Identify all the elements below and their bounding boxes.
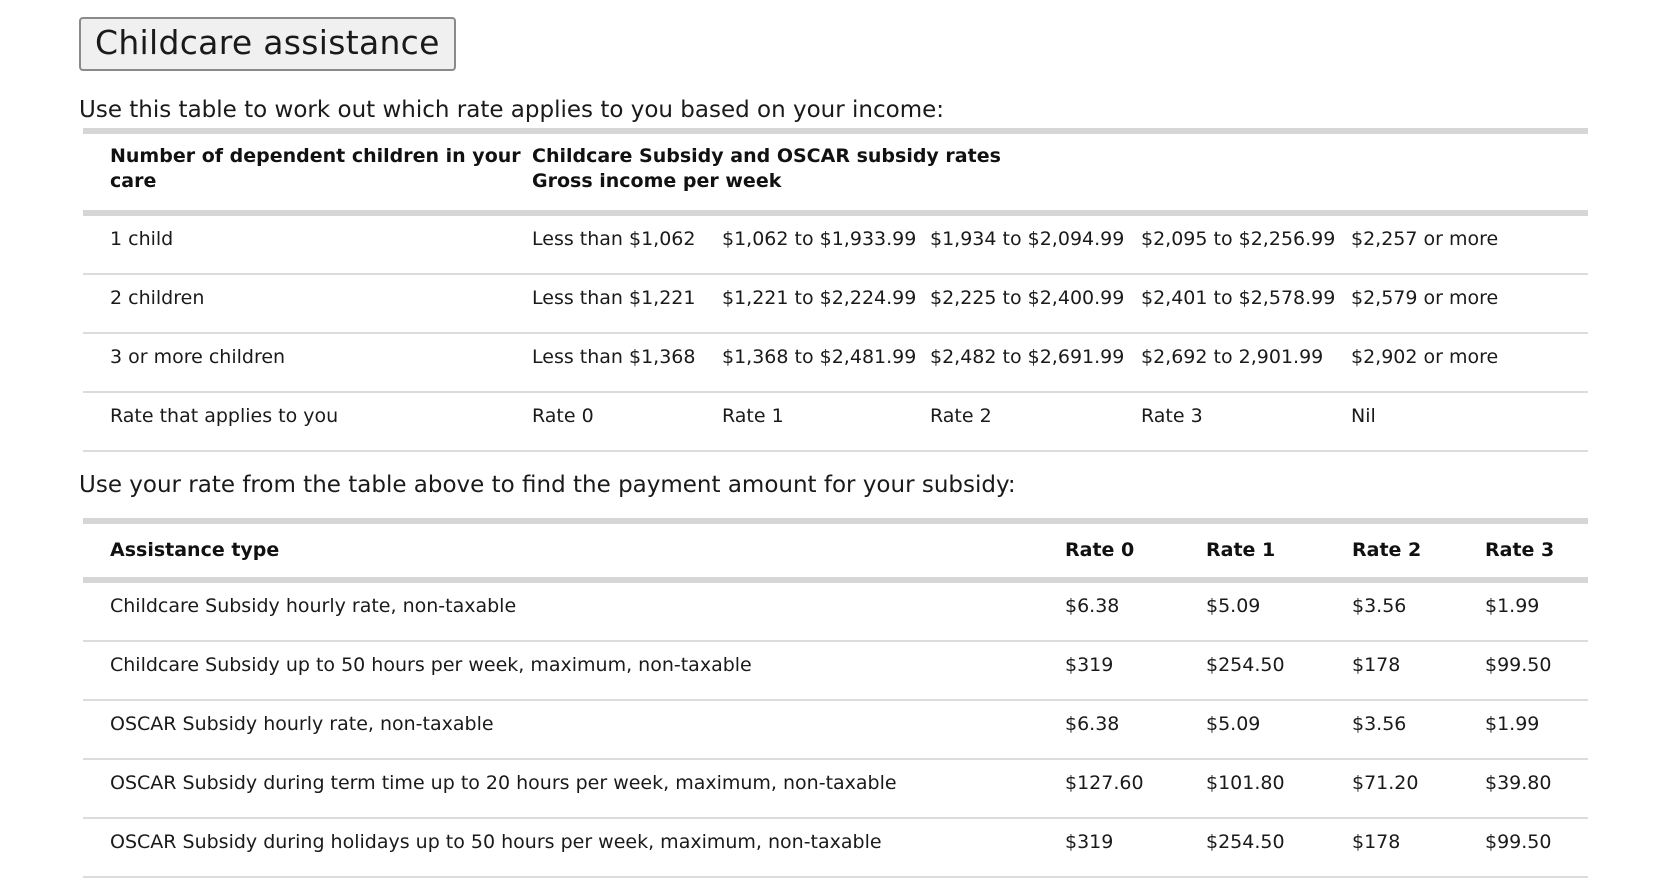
table-cell: $1.99 (1485, 713, 1540, 735)
table-cell: $2,579 or more (1351, 287, 1499, 309)
row-label: 2 children (110, 287, 205, 309)
table-cell: Rate 0 (532, 405, 594, 427)
table-row (83, 213, 1588, 274)
table-cell: $71.20 (1352, 772, 1419, 794)
table-cell: $2,902 or more (1351, 346, 1499, 368)
payment-table-header-row (83, 521, 1588, 580)
income-table-intro: Use this table to work out which rate applies to you based on your income: (79, 97, 945, 123)
table-cell: $254.50 (1206, 831, 1285, 853)
payment-amount-table (83, 518, 1588, 878)
table-cell: $2,257 or more (1351, 228, 1499, 250)
page-title: Childcare assistance (79, 17, 456, 71)
table-row (83, 759, 1588, 818)
table-cell: $319 (1065, 831, 1114, 853)
table-row (83, 700, 1588, 759)
table-row (83, 818, 1588, 877)
row-label: 1 child (110, 228, 174, 250)
header-rate-1: Rate 1 (1206, 539, 1276, 561)
row-label: Childcare Subsidy hourly rate, non-taxable (110, 595, 517, 617)
table-cell: $39.80 (1485, 772, 1552, 794)
table-row (83, 392, 1588, 451)
page-content (79, 17, 1584, 878)
income-table-header-row (83, 131, 1588, 213)
table-cell: Rate 2 (930, 405, 992, 427)
table-cell: Nil (1351, 405, 1376, 427)
header-subsidy-rates (532, 131, 1588, 213)
header-rate-3: Rate 3 (1485, 539, 1555, 561)
table-cell: $319 (1065, 654, 1114, 676)
table-row (83, 641, 1588, 700)
table-cell: $99.50 (1485, 831, 1552, 853)
table-cell: $2,225 to $2,400.99 (930, 287, 1125, 309)
income-rate-table (83, 128, 1588, 452)
row-label: OSCAR Subsidy hourly rate, non-taxable (110, 713, 494, 735)
table-cell: Less than $1,368 (532, 346, 696, 368)
table-cell: $3.56 (1352, 595, 1407, 617)
table-cell: $2,692 to 2,901.99 (1141, 346, 1324, 368)
table-cell: $1.99 (1485, 595, 1540, 617)
table-cell: $1,062 to $1,933.99 (722, 228, 917, 250)
table-cell: Rate 1 (722, 405, 784, 427)
row-label: OSCAR Subsidy during term time up to 20 hours per week, maximum, non-taxable (110, 772, 897, 794)
header-subsidy-rates-title: Childcare Subsidy and OSCAR subsidy rates (532, 145, 1001, 167)
table-row (83, 274, 1588, 333)
row-label: Rate that applies to you (110, 405, 339, 427)
table-row (83, 580, 1588, 641)
table-cell: $1,368 to $2,481.99 (722, 346, 917, 368)
table-cell: $6.38 (1065, 595, 1120, 617)
table-cell: $5.09 (1206, 713, 1261, 735)
row-label: OSCAR Subsidy during holidays up to 50 hours per week, maximum, non-taxable (110, 831, 882, 853)
table-cell: $178 (1352, 654, 1401, 676)
table-cell: $2,095 to $2,256.99 (1141, 228, 1336, 250)
table-cell: $101.80 (1206, 772, 1285, 794)
table-cell: $2,401 to $2,578.99 (1141, 287, 1336, 309)
header-rate-2: Rate 2 (1352, 539, 1422, 561)
header-dependent-children: Number of dependent children in your care (110, 145, 521, 192)
table-cell: $2,482 to $2,691.99 (930, 346, 1125, 368)
header-assistance-type: Assistance type (110, 539, 280, 561)
table-cell: $178 (1352, 831, 1401, 853)
row-label: Childcare Subsidy up to 50 hours per week, maximum, non-taxable (110, 654, 752, 676)
row-label: 3 or more children (110, 346, 286, 368)
table-cell: $6.38 (1065, 713, 1120, 735)
table-cell: $99.50 (1485, 654, 1552, 676)
table-cell: $127.60 (1065, 772, 1144, 794)
table-row (83, 333, 1588, 392)
table-cell: Rate 3 (1141, 405, 1203, 427)
table-cell: $1,221 to $2,224.99 (722, 287, 917, 309)
table-cell: Less than $1,062 (532, 228, 696, 250)
table-cell: $5.09 (1206, 595, 1261, 617)
payment-table-intro: Use your rate from the table above to find the payment amount for your subsidy: (79, 472, 1016, 498)
table-cell: $254.50 (1206, 654, 1285, 676)
table-cell: $3.56 (1352, 713, 1407, 735)
table-cell: Less than $1,221 (532, 287, 696, 309)
table-cell: $1,934 to $2,094.99 (930, 228, 1125, 250)
header-rate-0: Rate 0 (1065, 539, 1135, 561)
header-gross-income: Gross income per week (532, 170, 782, 192)
